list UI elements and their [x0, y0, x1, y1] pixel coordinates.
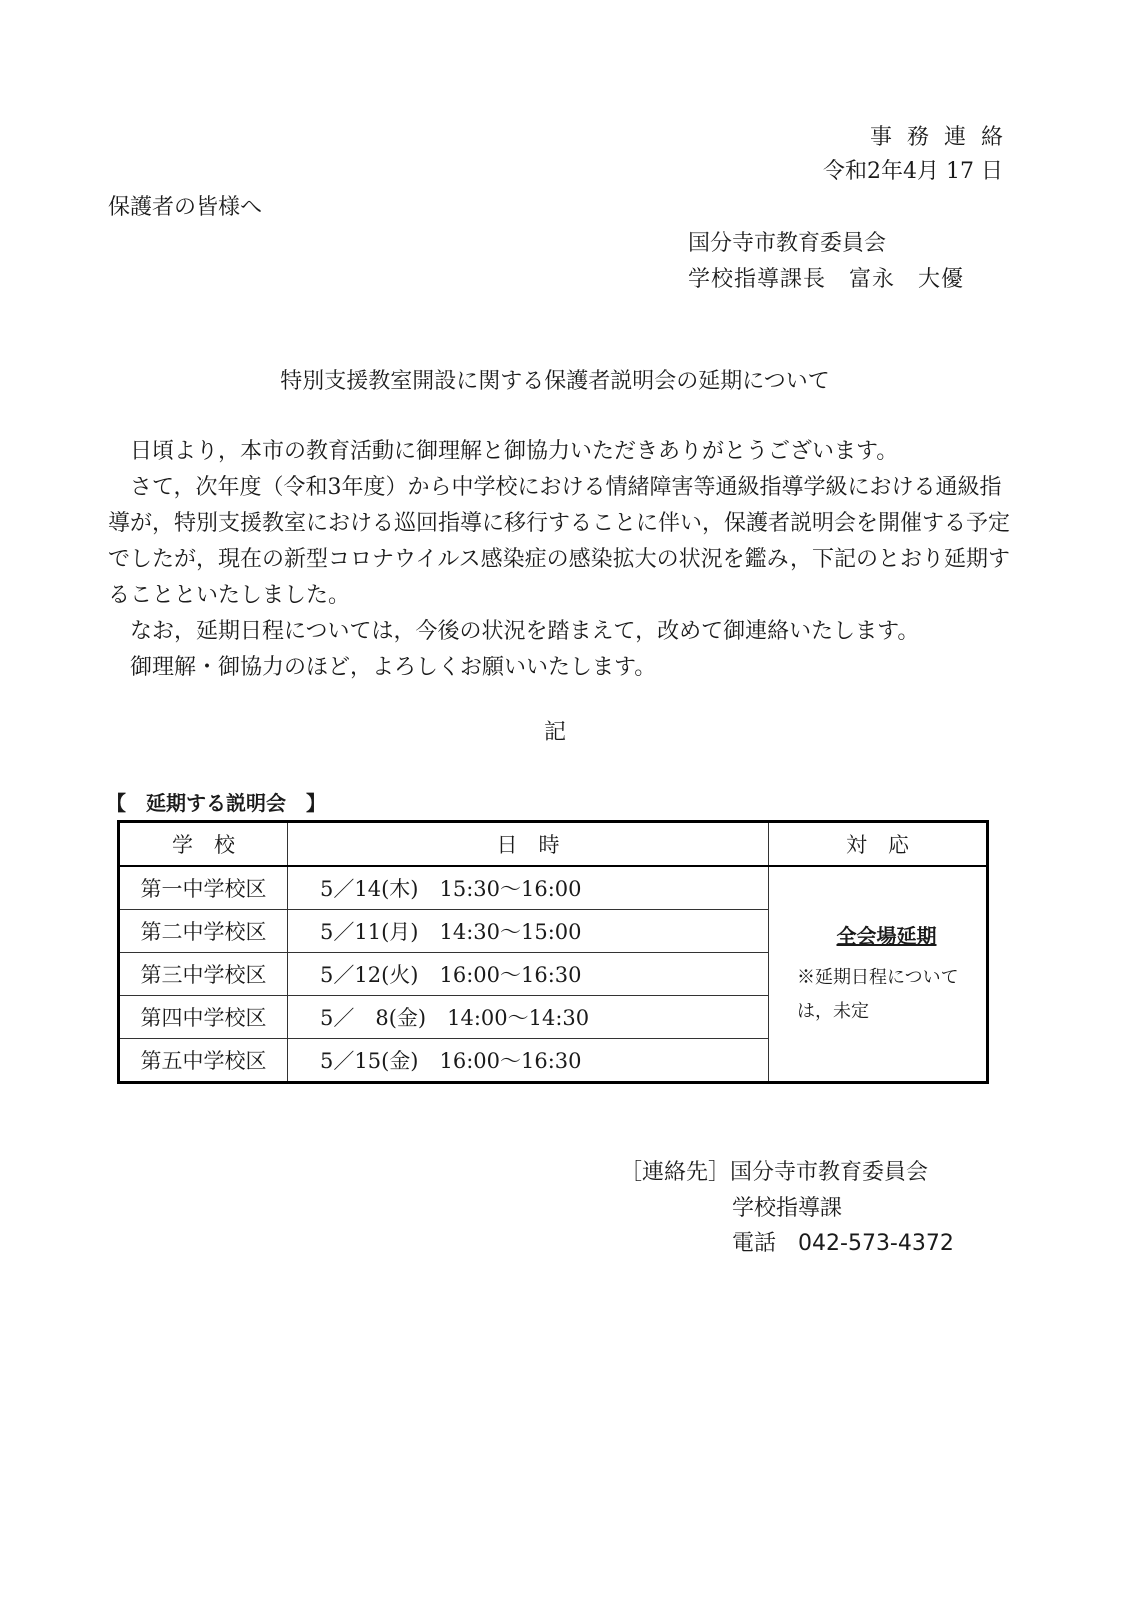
school-cell: 第三中学校区 — [119, 953, 288, 996]
phone-label: 電話 — [732, 1231, 777, 1256]
body-paragraph: 御理解・御協力のほど，よろしくお願いいたします。 — [130, 655, 657, 680]
body-paragraph: なお，延期日程については，今後の状況を踏まえて，改めて御連絡いたします。 — [130, 619, 920, 644]
response-cell — [769, 866, 988, 1083]
school-cell: 第二中学校区 — [119, 910, 288, 953]
sender-role: 学校指導課長 富永 大優 — [688, 267, 965, 292]
body-paragraph: 日頃より，本市の教育活動に御理解と御協力いただきありがとうございます。 — [130, 439, 899, 464]
school-cell: 第五中学校区 — [119, 1039, 288, 1083]
contact-department: 学校指導課 — [732, 1196, 843, 1221]
table-row — [119, 866, 988, 910]
contact-label: ［連絡先］国分寺市教育委員会 — [620, 1160, 929, 1185]
schedule-table — [117, 820, 989, 1084]
contact-phone-row — [732, 1228, 954, 1260]
datetime-cell: 5／15(金) 16:00〜16:30 — [288, 1039, 769, 1083]
body-paragraph: さて，次年度（令和3年度）から中学校における情緒障害等通級指導学級における通級指導が，特別支援教室における巡回指導に移行することに伴い，保護者説明会を開催する予定でしたが，現在の新型コロナウイルス感染症の感染拡大の状況を鑑み，下記のとおり延期することといたしました。 — [108, 475, 1011, 608]
section-heading: 【 延期する説明会 】 — [106, 791, 326, 815]
header-datetime: 日 時 — [288, 822, 769, 867]
school-cell: 第四中学校区 — [119, 996, 288, 1039]
response-main: 全会場延期 — [836, 923, 937, 948]
datetime-cell: 5／ 8(金) 14:00〜14:30 — [288, 996, 769, 1039]
document-type: 事務連絡 — [869, 125, 1018, 150]
recipient: 保護者の皆様へ — [108, 195, 263, 220]
header-response: 対 応 — [769, 822, 988, 867]
phone-number: 042-573-4372 — [798, 1231, 954, 1256]
body-text — [108, 434, 1023, 686]
document-date: 令和2年4月 17 日 — [823, 159, 1003, 184]
ki-marker: 記 — [543, 720, 566, 745]
document-title: 特別支援教室開設に関する保護者説明会の延期について — [280, 369, 830, 394]
response-note: ※延期日程については，未定 — [797, 966, 959, 1022]
sender-organization: 国分寺市教育委員会 — [688, 231, 887, 256]
datetime-cell: 5／14(木) 15:30〜16:00 — [288, 866, 769, 910]
header-school: 学 校 — [119, 822, 288, 867]
datetime-cell: 5／12(火) 16:00〜16:30 — [288, 953, 769, 996]
school-cell: 第一中学校区 — [119, 866, 288, 910]
table-header-row — [119, 822, 988, 867]
datetime-cell: 5／11(月) 14:30〜15:00 — [288, 910, 769, 953]
